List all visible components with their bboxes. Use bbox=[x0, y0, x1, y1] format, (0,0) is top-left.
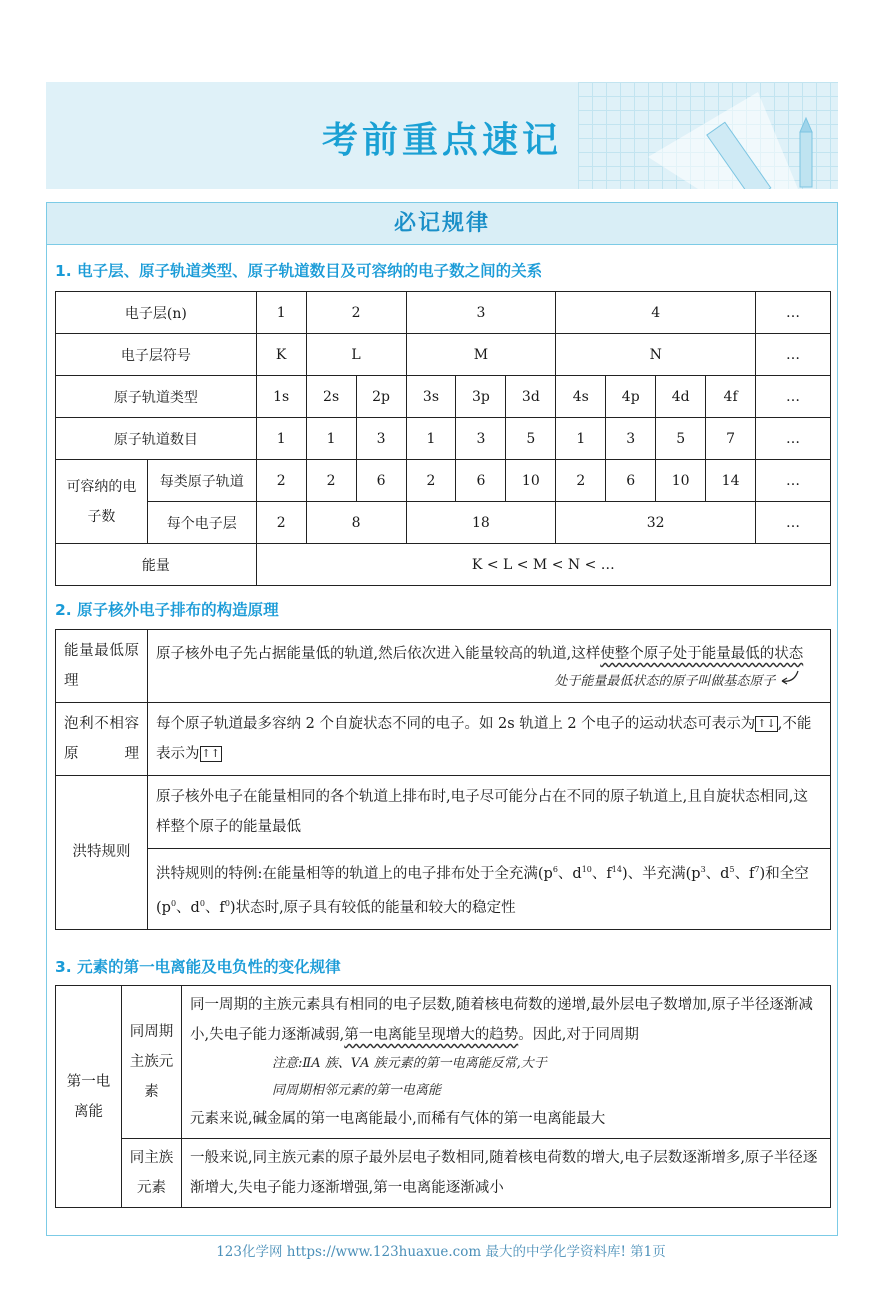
table-row bbox=[56, 376, 831, 418]
cell: … bbox=[756, 460, 831, 502]
cell: 3 bbox=[456, 418, 506, 460]
table-row bbox=[56, 292, 831, 334]
superscript: 6 bbox=[552, 865, 558, 874]
cell: 3p bbox=[456, 376, 506, 418]
row-label: 同周期主族元素 bbox=[122, 986, 182, 1139]
row-label: 泡利不相容原理 bbox=[56, 703, 148, 776]
superscript: 0 bbox=[199, 898, 205, 908]
underlined-text: 第一电离能呈现增大的趋势 bbox=[344, 1027, 519, 1043]
cell: 6 bbox=[456, 460, 506, 502]
cell: 6 bbox=[356, 460, 406, 502]
row-label: 原子轨道数目 bbox=[56, 418, 257, 460]
text: 同一周期的主族元素具有相同的电子层数,随着核电荷数的递增,最外层电子数增加,原子半径逐渐减小,失电子能力逐渐减弱, bbox=[190, 997, 813, 1043]
cell: 2 bbox=[256, 460, 306, 502]
cell: 3 bbox=[406, 292, 556, 334]
cell: 4s bbox=[556, 376, 606, 418]
table-row bbox=[56, 1139, 831, 1208]
cell: 2 bbox=[306, 460, 356, 502]
cell: 18 bbox=[406, 502, 556, 544]
handwritten-note bbox=[190, 1050, 550, 1104]
row-label: 电子层(n) bbox=[56, 292, 257, 334]
underlined-text: 使整个原子处于能量最低的状态 bbox=[600, 646, 804, 662]
cell: 4d bbox=[656, 376, 706, 418]
cell: 5 bbox=[506, 418, 556, 460]
cell: 2s bbox=[306, 376, 356, 418]
superscript: 10 bbox=[581, 865, 592, 874]
cell: 4p bbox=[606, 376, 656, 418]
row-label: 同主族元素 bbox=[122, 1139, 182, 1208]
cell: L bbox=[306, 334, 406, 376]
row-label: 洪特规则 bbox=[56, 776, 148, 930]
cell: … bbox=[756, 376, 831, 418]
cell: 2p bbox=[356, 376, 406, 418]
superscript: 3 bbox=[700, 865, 706, 874]
text: 元素来说,碱金属的第一电离能最小,而稀有气体的第一电离能最大 bbox=[190, 1111, 606, 1127]
superscript: 5 bbox=[729, 865, 735, 874]
table-row bbox=[56, 630, 831, 703]
cell: K < L < M < N < … bbox=[256, 544, 830, 586]
page-title: 考前重点速记 bbox=[321, 120, 562, 161]
cell: 14 bbox=[706, 460, 756, 502]
cell bbox=[148, 703, 831, 776]
cell: 1 bbox=[556, 418, 606, 460]
cell: N bbox=[556, 334, 756, 376]
cell: 7 bbox=[706, 418, 756, 460]
cell: 1 bbox=[306, 418, 356, 460]
cell: … bbox=[756, 334, 831, 376]
cell: 10 bbox=[656, 460, 706, 502]
cell: 1 bbox=[256, 292, 306, 334]
table-row bbox=[56, 502, 831, 544]
text: )和全空(p bbox=[156, 865, 809, 916]
cell: 2 bbox=[406, 460, 456, 502]
text: 。因此,对于同周期 bbox=[518, 1027, 639, 1043]
row-label: 每个电子层 bbox=[147, 502, 256, 544]
cell: … bbox=[756, 502, 831, 544]
cell: 3 bbox=[606, 418, 656, 460]
cell: 10 bbox=[506, 460, 556, 502]
heading-2: 2. 原子核外电子排布的构造原理 bbox=[55, 601, 279, 619]
page-banner bbox=[46, 82, 838, 189]
cell: M bbox=[406, 334, 556, 376]
cell: 3d bbox=[506, 376, 556, 418]
cell: 1s bbox=[256, 376, 306, 418]
row-label: 能量 bbox=[56, 544, 257, 586]
table-row bbox=[56, 849, 831, 930]
cell: 原子核外电子在能量相同的各个轨道上排布时,电子尽可能分占在不同的原子轨道上,且自旋状态相同,这样整个原子的能量最低 bbox=[148, 776, 831, 849]
superscript: 14 bbox=[611, 865, 622, 874]
cell: 5 bbox=[656, 418, 706, 460]
note-text: 注意:ⅡA 族、ⅤA 族元素的第一电离能反常,大于同周期相邻元素的第一电离能 bbox=[272, 1056, 547, 1098]
cell: K bbox=[256, 334, 306, 376]
table-row bbox=[56, 703, 831, 776]
text: 原子核外电子先占据能量低的轨道,然后依次进入能量较高的轨道,这样 bbox=[156, 646, 601, 662]
table-row bbox=[56, 334, 831, 376]
group-label: 第一电离能 bbox=[56, 986, 122, 1208]
curved-arrow-icon bbox=[780, 669, 802, 685]
cell: 1 bbox=[256, 418, 306, 460]
cell: 8 bbox=[306, 502, 406, 544]
cell: 4 bbox=[556, 292, 756, 334]
superscript: 7 bbox=[754, 865, 760, 874]
text: 每个原子轨道最多容纳 2 个自旋状态不同的电子。如 2s 轨道上 2 个电子的运动状态可表示为 bbox=[156, 716, 756, 732]
section-title: 必记规律 bbox=[47, 203, 837, 245]
text: ,不能表示为 bbox=[156, 716, 812, 762]
cell: 3 bbox=[356, 418, 406, 460]
cell: … bbox=[756, 292, 831, 334]
shell-orbital-table bbox=[55, 291, 831, 586]
table-row bbox=[56, 460, 831, 502]
page-footer: 123化学网 https://www.123huaxue.com 最大的中学化学资料库! 第1页 bbox=[216, 1244, 666, 1260]
row-label: 能量最低原理 bbox=[56, 630, 148, 703]
superscript: 0 bbox=[170, 898, 177, 908]
cell: 3s bbox=[406, 376, 456, 418]
heading-1: 1. 电子层、原子轨道类型、原子轨道数目及可容纳的电子数之间的关系 bbox=[55, 262, 543, 280]
table-row bbox=[56, 776, 831, 849]
ionization-energy-table bbox=[55, 985, 831, 1208]
cell: 2 bbox=[306, 292, 406, 334]
cell: 1 bbox=[406, 418, 456, 460]
table-row bbox=[56, 418, 831, 460]
cell: 一般来说,同主族元素的原子最外层电子数相同,随着核电荷数的增大,电子层数逐渐增多,原子半径逐渐增大,失电子能力逐渐增强,第一电离能逐渐减小 bbox=[182, 1139, 831, 1208]
handwritten-note bbox=[156, 669, 822, 693]
cell: 4f bbox=[706, 376, 756, 418]
cell: 32 bbox=[556, 502, 756, 544]
table-row bbox=[56, 986, 831, 1139]
row-label: 原子轨道类型 bbox=[56, 376, 257, 418]
heading-3: 3. 元素的第一电离能及电负性的变化规律 bbox=[55, 958, 341, 976]
cell bbox=[148, 630, 831, 703]
text: )、半充满(p bbox=[621, 865, 701, 882]
row-label: 每类原子轨道 bbox=[147, 460, 256, 502]
capacity-label: 可容纳的电子数 bbox=[56, 460, 148, 544]
cell: 2 bbox=[256, 502, 306, 544]
superscript: 0 bbox=[224, 898, 230, 908]
content-frame bbox=[46, 202, 838, 1236]
cell bbox=[182, 986, 831, 1139]
table-row bbox=[56, 544, 831, 586]
text: 洪特规则的特例:在能量相等的轨道上的电子排布处于全充满(p bbox=[156, 865, 553, 882]
cell: … bbox=[756, 418, 831, 460]
construction-principle-table bbox=[55, 629, 831, 930]
note-text: 处于能量最低状态的原子叫做基态原子 bbox=[554, 674, 776, 689]
text: )状态时,原子具有较低的能量和较大的稳定性 bbox=[229, 899, 516, 916]
spin-box-wrong: ↑↑ bbox=[201, 747, 220, 760]
spin-box-correct: ↑↓ bbox=[757, 717, 776, 730]
row-label: 电子层符号 bbox=[56, 334, 257, 376]
cell: 6 bbox=[606, 460, 656, 502]
cell: 2 bbox=[556, 460, 606, 502]
cell: 洪特规则的特例:在能量相等的轨道上的电子排布处于全充满($p^6$、$d^{10}$、$f^{14}$)、半充满($p^3$、$d^5$、$f^7$)和全空($p^0$、$d^0$、$f^0$)状态时,原子具有较低的能量和较大的稳定性 bbox=[148, 849, 831, 930]
